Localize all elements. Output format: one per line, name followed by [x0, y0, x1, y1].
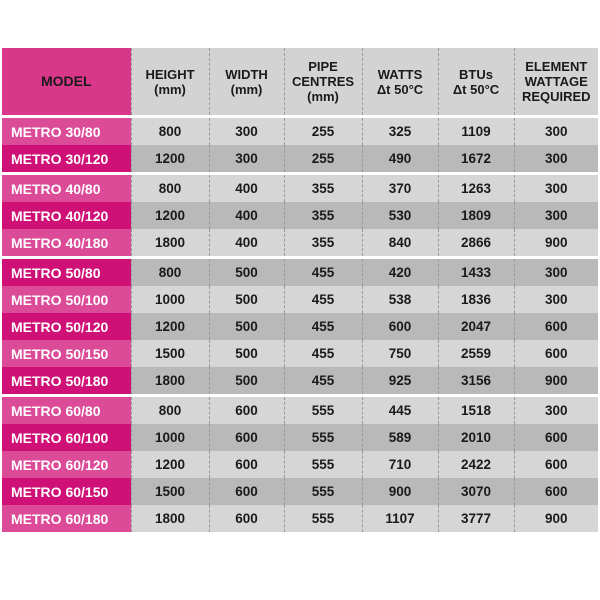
pipe-centres-cell: 555	[284, 478, 362, 505]
header-row	[2, 48, 598, 117]
element-wattage-cell: 900	[514, 229, 598, 258]
element-wattage-cell: 900	[514, 367, 598, 396]
element-wattage-cell: 600	[514, 451, 598, 478]
header-model-line: MODEL	[40, 73, 92, 89]
width-cell: 600	[209, 424, 284, 451]
header-element-wattage	[514, 48, 598, 117]
header-pipe-line: PIPE	[308, 59, 338, 74]
table-row	[2, 313, 598, 340]
header-pipe-line: CENTRES	[291, 74, 355, 89]
element-wattage-cell: 300	[514, 396, 598, 425]
model-cell: METRO 60/80	[2, 396, 131, 425]
height-cell: 1000	[131, 286, 209, 313]
header-model	[2, 48, 131, 117]
model-cell: METRO 50/120	[2, 313, 131, 340]
pipe-centres-cell: 455	[284, 313, 362, 340]
element-wattage-cell: 600	[514, 478, 598, 505]
pipe-centres-cell: 555	[284, 396, 362, 425]
btus-cell: 3156	[438, 367, 514, 396]
btus-cell: 2559	[438, 340, 514, 367]
pipe-centres-cell: 355	[284, 202, 362, 229]
height-cell: 1200	[131, 202, 209, 229]
width-cell: 400	[209, 202, 284, 229]
pipe-centres-cell: 555	[284, 505, 362, 532]
btus-cell: 2866	[438, 229, 514, 258]
btus-cell: 1433	[438, 258, 514, 287]
model-cell: METRO 60/180	[2, 505, 131, 532]
model-cell: METRO 50/150	[2, 340, 131, 367]
height-cell: 1800	[131, 229, 209, 258]
height-cell: 1800	[131, 367, 209, 396]
model-cell: METRO 40/180	[2, 229, 131, 258]
btus-cell: 1672	[438, 145, 514, 174]
model-cell: METRO 30/120	[2, 145, 131, 174]
btus-cell: 3777	[438, 505, 514, 532]
watts-cell: 925	[362, 367, 438, 396]
model-cell: METRO 50/180	[2, 367, 131, 396]
btus-cell: 1263	[438, 174, 514, 203]
width-cell: 500	[209, 367, 284, 396]
width-cell: 500	[209, 286, 284, 313]
height-cell: 1200	[131, 145, 209, 174]
btus-cell: 1109	[438, 117, 514, 146]
watts-cell: 530	[362, 202, 438, 229]
watts-cell: 600	[362, 313, 438, 340]
btus-cell: 1836	[438, 286, 514, 313]
watts-cell: 490	[362, 145, 438, 174]
model-cell: METRO 40/120	[2, 202, 131, 229]
height-cell: 800	[131, 396, 209, 425]
model-cell: METRO 50/100	[2, 286, 131, 313]
watts-cell: 538	[362, 286, 438, 313]
height-cell: 1500	[131, 340, 209, 367]
model-cell: METRO 60/150	[2, 478, 131, 505]
pipe-centres-cell: 455	[284, 340, 362, 367]
model-cell: METRO 50/80	[2, 258, 131, 287]
width-cell: 600	[209, 451, 284, 478]
pipe-centres-cell: 355	[284, 174, 362, 203]
height-cell: 800	[131, 117, 209, 146]
pipe-centres-cell: 255	[284, 117, 362, 146]
model-cell: METRO 40/80	[2, 174, 131, 203]
header-watts-line: Δt 50°C	[376, 81, 424, 97]
height-cell: 800	[131, 174, 209, 203]
header-width-line: (mm)	[230, 81, 263, 97]
watts-cell: 750	[362, 340, 438, 367]
watts-cell: 420	[362, 258, 438, 287]
element-wattage-cell: 300	[514, 258, 598, 287]
pipe-centres-cell: 555	[284, 451, 362, 478]
width-cell: 400	[209, 174, 284, 203]
watts-cell: 589	[362, 424, 438, 451]
table-row	[2, 367, 598, 396]
table-row	[2, 174, 598, 203]
header-element-line: ELEMENT	[525, 59, 588, 74]
table-row	[2, 258, 598, 287]
btus-cell: 2010	[438, 424, 514, 451]
header-btus	[438, 48, 514, 117]
width-cell: 500	[209, 258, 284, 287]
pipe-centres-cell: 355	[284, 229, 362, 258]
table-row	[2, 145, 598, 174]
table-row	[2, 340, 598, 367]
element-wattage-cell: 300	[514, 174, 598, 203]
element-wattage-cell: 300	[514, 202, 598, 229]
header-width-line: WIDTH	[225, 66, 268, 82]
height-cell: 1200	[131, 313, 209, 340]
radiator-spec-table	[2, 48, 598, 532]
header-height	[131, 48, 209, 117]
pipe-centres-cell: 555	[284, 424, 362, 451]
table-row	[2, 229, 598, 258]
table-row	[2, 424, 598, 451]
element-wattage-cell: 300	[514, 117, 598, 146]
pipe-centres-cell: 455	[284, 286, 362, 313]
width-cell: 600	[209, 505, 284, 532]
watts-cell: 445	[362, 396, 438, 425]
btus-cell: 2422	[438, 451, 514, 478]
table-row	[2, 451, 598, 478]
height-cell: 1000	[131, 424, 209, 451]
element-wattage-cell: 600	[514, 313, 598, 340]
header-btus-line: Δt 50°C	[452, 81, 500, 97]
header-pipe-line: (mm)	[307, 89, 339, 104]
model-cell: METRO 60/100	[2, 424, 131, 451]
table-row	[2, 478, 598, 505]
header-pipe-centres	[284, 48, 362, 117]
btus-cell: 1809	[438, 202, 514, 229]
element-wattage-cell: 300	[514, 286, 598, 313]
width-cell: 500	[209, 340, 284, 367]
watts-cell: 900	[362, 478, 438, 505]
pipe-centres-cell: 455	[284, 258, 362, 287]
table-row	[2, 286, 598, 313]
width-cell: 400	[209, 229, 284, 258]
table-row	[2, 117, 598, 146]
model-cell: METRO 60/120	[2, 451, 131, 478]
header-height-line: (mm)	[154, 81, 186, 97]
pipe-centres-cell: 255	[284, 145, 362, 174]
height-cell: 1200	[131, 451, 209, 478]
pipe-centres-cell: 455	[284, 367, 362, 396]
width-cell: 600	[209, 396, 284, 425]
height-cell: 1800	[131, 505, 209, 532]
watts-cell: 325	[362, 117, 438, 146]
header-element-line: WATTAGE	[524, 74, 588, 89]
element-wattage-cell: 300	[514, 145, 598, 174]
header-element-line: REQUIRED	[521, 89, 591, 104]
table-row	[2, 505, 598, 532]
header-width	[209, 48, 284, 117]
table-row	[2, 202, 598, 229]
element-wattage-cell: 600	[514, 424, 598, 451]
header-height-line: HEIGHT	[145, 66, 195, 82]
btus-cell: 2047	[438, 313, 514, 340]
width-cell: 500	[209, 313, 284, 340]
table-body	[2, 117, 598, 533]
model-cell: METRO 30/80	[2, 117, 131, 146]
watts-cell: 710	[362, 451, 438, 478]
watts-cell: 840	[362, 229, 438, 258]
btus-cell: 3070	[438, 478, 514, 505]
header-watts	[362, 48, 438, 117]
width-cell: 300	[209, 117, 284, 146]
width-cell: 300	[209, 145, 284, 174]
watts-cell: 1107	[362, 505, 438, 532]
height-cell: 800	[131, 258, 209, 287]
width-cell: 600	[209, 478, 284, 505]
table-row	[2, 396, 598, 425]
element-wattage-cell: 600	[514, 340, 598, 367]
header-watts-line: WATTS	[377, 66, 423, 82]
watts-cell: 370	[362, 174, 438, 203]
header-btus-line: BTUs	[459, 66, 493, 82]
element-wattage-cell: 900	[514, 505, 598, 532]
height-cell: 1500	[131, 478, 209, 505]
btus-cell: 1518	[438, 396, 514, 425]
